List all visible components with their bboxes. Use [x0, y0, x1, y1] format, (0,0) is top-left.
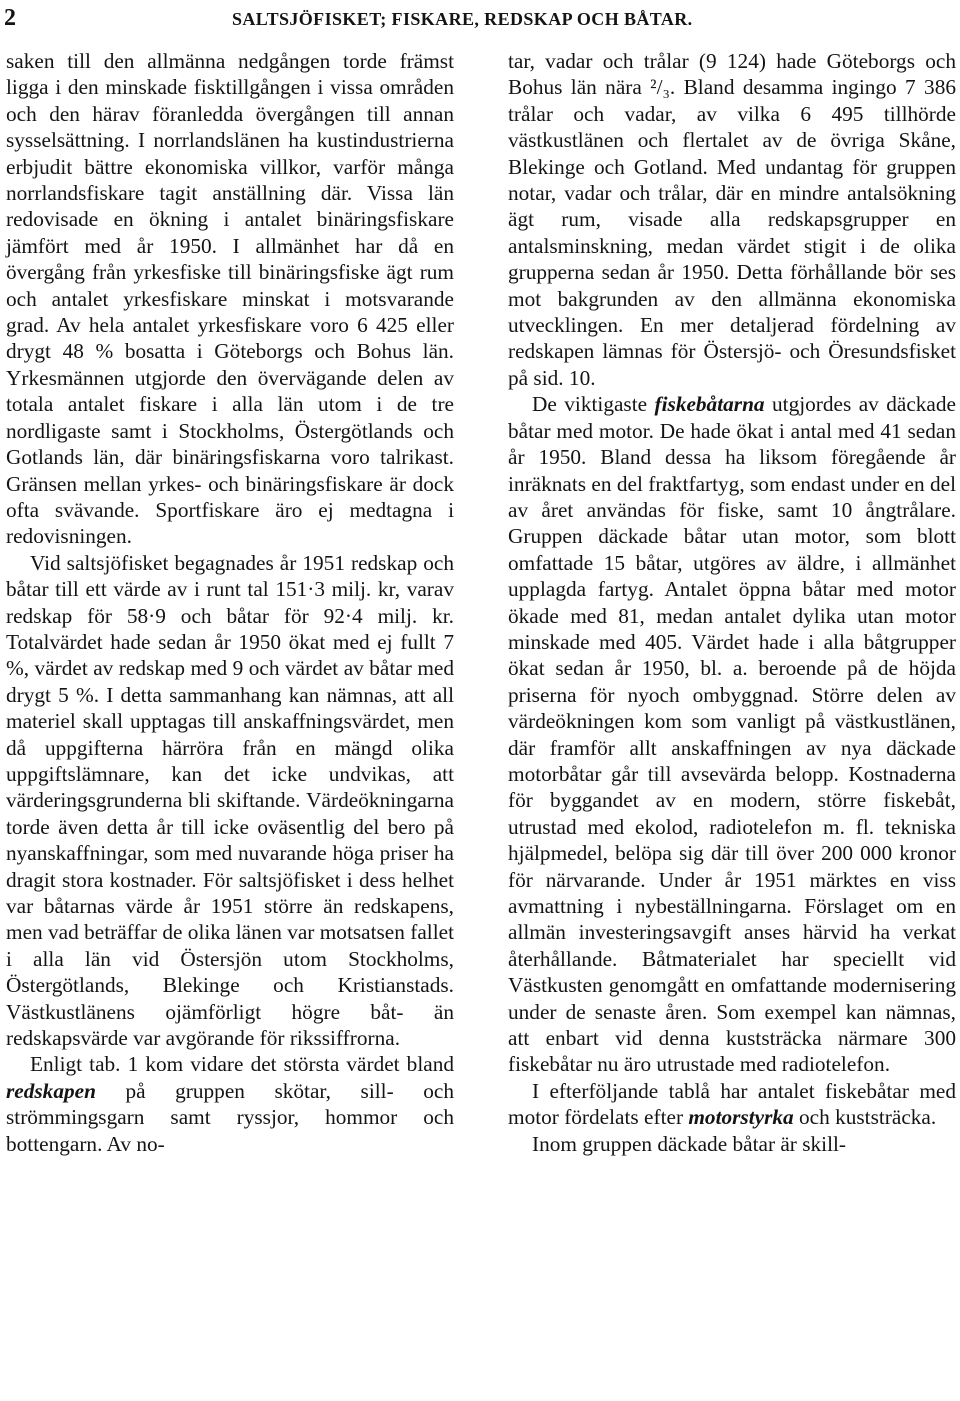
- paragraph: Vid saltsjöfisket begagnades år 1951 redskap och båtar till ett värde av i runt tal 151·3 milj. kr, varav redskap för 58·9 och båtar för 92·4 milj. kr. Totalvärdet hade sedan år 1950 ökat med ej fullt 7 %, värdet av redskap med 9 och värdet av båtar med drygt 5 %. I detta sammanhang kan nämnas, att all materiel skall upptagas till anskaffningsvärdet, men då uppgifterna härröra från en mängd olika uppgiftslämnare, kan det icke undvikas, att värderingsgrunderna bli skiftande. Värdeökningarna torde även detta år till icke oväsentlig del bero på nyanskaffningar, som med nuvarande höga priser ha dragit stora kostnader. För saltsjöfisket i dess helhet var båtarnas värde år 1951 större än redskapens, men vad beträffar de olika länen var motsatsen fallet i alla län vid Östersjön utom Stockholms, Östergötlands, Blekinge och Kristianstads. Västkustlänens ojämförligt högre båt- än redskapsvärde var avgörande för rikssiffrorna.: [6, 550, 454, 1051]
- paragraph: Inom gruppen däckade båtar är skill-: [532, 1131, 847, 1156]
- emphasis: redskapen: [6, 1078, 96, 1103]
- emphasis: motorstyrka: [688, 1105, 794, 1130]
- paragraph: [6, 1051, 454, 1157]
- text-run: De viktigaste: [532, 392, 655, 417]
- right-column: [508, 48, 956, 1157]
- left-column: [6, 48, 454, 1157]
- text-run: och kuststräcka.: [793, 1105, 937, 1130]
- paragraph: [508, 1078, 956, 1131]
- text-run: på gruppen skötar, sill- och strömmingsgarn samt ryssjor, hommor och bottengarn. Av no-: [6, 1078, 454, 1156]
- text-run: utgjordes av däckade båtar med motor. De hade ökat i antal med 41 sedan år 1950. Bland dessa ha liksom föregående år inräknats en del fraktfartyg, som endast under en del av året användas för fiske, samt 10 ångtrålare. Gruppen däckade båtar utan motor, som blott omfattade 15 båtar, utgöres av äldre, i allmänhet upplagda fartyg. Antalet öppna båtar med motor ökade med 81, medan antalet dylika utan motor minskade med 405. Värdet hade i alla båtgrupper ökat sedan år 1950, bl. a. beroende på de höjda priserna för nyoch ombyggnad. Större delen av värdeökningen kom som vanligt på västkustlänen, där framför allt anskaffningen av nya däckade motorbåtar går till avsevärda belopp. Kostnaderna för byggandet av en modern, större fiskebåt, utrustad med ekolod, radiotelefon m. fl. tekniska hjälpmedel, belöpa sig där till över 200 000 kronor för närvarande. Under år 1951 märktes en viss avmattning i nybeställningarna. Förslaget om en allmän investeringsavgift anses härvid ha verkat återhållande. Båtmaterialet har speciellt vid Västkusten genomgått en omfattande modernisering under de senaste åren. Som exempel kan nämnas, att enbart vid denna kuststräcka närmare 300 fiskebåtar nu äro utrustade med radiotelefon.: [508, 392, 956, 1077]
- text-run: Enligt tab. 1 kom vidare det största värdet bland: [30, 1052, 454, 1077]
- page-number: 2: [4, 5, 16, 31]
- paragraph: saken till den allmänna nedgången torde främst ligga i den minskade fisktillgången i vissa områden och den härav föranledda övergången till annan sysselsättning. I norrlandslänen ha kustindustrierna erbjudit bättre ekonomiska villkor, varför många norrlandsfiskare tagit anställning där. Vissa län redovisade en ökning i antalet binäringsfiskare jämfört med år 1950. I allmänhet har då en övergång från yrkesfiske till binäringsfiske ägt rum och antalet yrkesfiskare minskat i motsvarande grad. Av hela antalet yrkesfiskare voro 6 425 eller drygt 48 % bosatta i Göteborgs och Bohus län. Yrkesmännen utgjorde den övervägande delen av totala antalet fiskare i alla län utom i de tre nordligaste samt i Stockholms, Östergötlands och Gotlands län, där binäringsfiskarna voro talrikast. Gränsen mellan yrkes- och binäringsfiskare är dock ofta svävande. Sportfiskare äro ej medtagna i redovisningen.: [6, 49, 454, 549]
- running-header: [4, 4, 950, 32]
- running-title: SALTSJÖFISKET; FISKARE, REDSKAP OCH BÅTAR.: [232, 9, 693, 29]
- paragraph: tar, vadar och trålar (9 124) hade Göteborgs och Bohus län nära ²/₃. Bland desamma ingingo 7 386 trålar och vadar, av vilka 6 495 tillhörde västkustlänen och flertalet av de övriga Skåne, Blekinge och Gotland. Med undantag för gruppen notar, vadar och trålar, där en mindre antalsökning ägt rum, visade alla redskapsgrupper en antalsminskning, medan värdet stigit i de olika grupperna sedan år 1950. Detta förhållande bör ses mot bakgrunden av den allmänna ekonomiska utvecklingen. En mer detaljerad fördelning av redskapen lämnas för Östersjö- och Öresundsfisket på sid. 10.: [508, 49, 956, 390]
- text-run: I efterföljande tablå har antalet fiskebåtar med motor fördelats efter: [508, 1078, 956, 1130]
- emphasis: fiskebåtarna: [654, 392, 765, 417]
- paragraph: [508, 391, 956, 1078]
